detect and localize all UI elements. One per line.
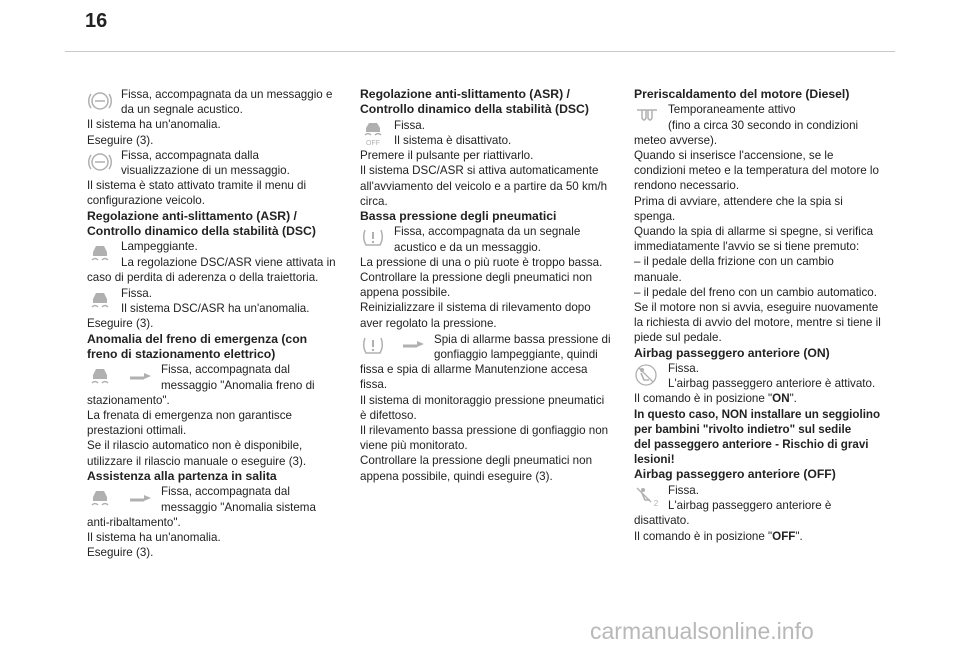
text-line: Fissa. [121,287,152,301]
warning-text: del passeggero anteriore - Rischio di gravi [634,438,869,452]
tyre-pressure-icon [360,226,386,254]
text-line: gonfiaggio lampeggiante, quindi [434,348,598,362]
text-line: manuale. [634,270,682,284]
text-line: (fino a circa 30 secondo in condizioni [668,118,859,132]
text-line: Prima di avviare, attendere che la spia si [634,194,843,208]
text-line: Se il rilascio automatico non è disponibile, [87,439,303,453]
warning-item [360,332,622,484]
section-heading: Regolazione anti-slittamento (ASR) / Controllo dinamico della stabilità (DSC) [360,87,589,117]
section-heading: Bassa pressione degli pneumatici [360,209,557,224]
text-line: appena possibile. [360,286,451,300]
skidding-car-icon [87,288,113,316]
airbag-off-icon [634,485,660,513]
section-heading: Assistenza alla partenza in salita [87,468,277,483]
text-line: Controllare la pressione degli pneumatici non [360,454,593,468]
section-heading: Regolazione anti-slittamento (ASR) / Controllo dinamico della stabilità (DSC) [87,208,316,239]
svg-text:OFF: OFF [366,139,380,146]
text-line: Spia di allarme bassa pressione di [434,332,611,346]
warning-item [634,483,896,544]
text-line: anti-ribaltamento". [87,515,181,529]
text-line: immediatamente l'avvio se si tiene premuto: [634,240,860,254]
warning-item [87,87,349,148]
text-line: Il sistema è stato attivato tramite il menu di [87,179,307,193]
text-line: disattivato. [634,514,690,528]
text-line: messaggio "Anomalia sistema [161,500,316,514]
column-1 [87,87,349,560]
warning-text: In questo caso, NON installare un seggiolino [634,407,881,421]
column-2 [360,87,622,484]
section-heading: Anomalia del freno di emergenza (con freno di stazionamento elettrico) [87,331,308,362]
text-line: la richiesta di avvio del motore, mentre si tiene il [634,316,881,330]
text-line: Fissa, accompagnata dalla [121,148,259,162]
text-line: meteo avverse). [634,133,718,147]
text-line: Quando la spia di allarme si spegne, si verifica [634,225,874,239]
text-line: Lampeggiante. [121,240,198,254]
text-line: Reinizializzare il sistema di rilevamento dopo [360,301,591,315]
skidding-car-icon [87,364,153,392]
column-3 [634,87,896,544]
text-line: prestazioni ottimali. [87,424,187,438]
warning-item [360,224,622,330]
text-line: Il sistema ha un'anomalia. [87,530,221,544]
section-heading: Airbag passeggero anteriore (OFF) [634,467,836,482]
alert-circle-icon [87,89,113,117]
text-line: viene più monitorato. [360,439,468,453]
text-line: Il sistema è disattivato. [394,134,512,148]
text-line: è difettoso. [360,408,417,422]
text-line: messaggio "Anomalia freno di [161,378,315,392]
text-line: Fissa, accompagnata dal [161,363,290,377]
text-line: circa. [360,194,388,208]
text-line: Controllare la pressione degli pneumatici non [360,271,593,285]
text-line: condizioni meteo e la temperatura del motore lo [634,164,879,178]
text-line: visualizzazione di un messaggio. [121,164,290,178]
header-rule [65,51,895,52]
text-line: Il comando è in posizione "ON". [634,392,797,406]
text-line: da un segnale acustico. [121,103,243,117]
dsc-off-icon [360,120,386,148]
text-line: aver regolato la pressione. [360,316,497,330]
text-line: Il sistema DSC/ASR ha un'anomalia. [121,302,310,316]
text-line: caso di perdita di aderenza o della traiettoria. [87,270,319,284]
tyre-pressure-icon [360,334,426,362]
text-line: appena possibile, quindi eseguire (3). [360,469,553,483]
warning-item [87,286,349,332]
warning-item [634,102,896,345]
text-line: Quando si inserisce l'accensione, se le [634,149,834,163]
text-line: Il sistema di monitoraggio pressione pneumatici [360,393,605,407]
text-line: La frenata di emergenza non garantisce [87,409,292,423]
text-line: La pressione di una o più ruote è troppo bassa. [360,255,603,269]
text-line: rendono necessario. [634,179,740,193]
text-line: – il pedale della frizione con un cambio [634,255,834,269]
warning-item [360,118,622,209]
text-line: Fissa. [668,362,699,376]
text-line: all'avviamento del veicolo e a partire da 50 km/h [360,179,608,193]
text-line: Fissa, accompagnata da un messaggio e [121,88,333,101]
warning-item [87,239,349,285]
text-line: Fissa. [394,118,425,132]
text-line: Eseguire (3). [87,317,154,331]
watermark: carmanualsonline.info [590,618,814,644]
warning-item [87,148,349,209]
text-line: Fissa. [668,483,699,497]
text-line: stazionamento". [87,393,170,407]
text-line: Eseguire (3). [87,133,154,147]
skidding-car-icon [87,486,153,514]
svg-text:2: 2 [653,498,659,508]
section-heading: Airbag passeggero anteriore (ON) [634,345,830,360]
wrench-icon [127,486,153,510]
glow-plug-icon [634,104,660,132]
text-line: configurazione veicolo. [87,194,205,208]
warning-text: per bambini "rivolto indietro" sul sedile [634,422,852,436]
text-line: Fissa, accompagnata da un segnale [394,225,581,239]
text-line: La regolazione DSC/ASR viene attivata in [121,255,336,269]
text-line: L'airbag passeggero anteriore è [668,499,832,513]
warning-item [87,362,349,468]
alert-circle-icon [87,150,113,178]
text-line: fissa. [360,378,388,392]
text-line: Il comando è in posizione "OFF". [634,529,803,543]
warning-item [87,484,349,560]
text-line: Il sistema DSC/ASR si attiva automaticamente [360,164,599,178]
skidding-car-icon [87,241,113,269]
text-line: spenga. [634,209,676,223]
wrench-icon [400,334,426,358]
airbag-on-icon [634,363,660,391]
text-line: piede sul pedale. [634,331,722,345]
text-line: Fissa, accompagnata dal [161,485,290,499]
text-line: – il pedale del freno con un cambio automatico. [634,285,877,299]
text-line: utilizzare il rilascio manuale o eseguire (3). [87,454,307,468]
text-line: Se il motore non si avvia, eseguire nuovamente [634,301,879,315]
section-heading: Preriscaldamento del motore (Diesel) [634,87,850,101]
warning-text: lesioni! [634,453,675,467]
text-line: Temporaneamente attivo [668,103,796,117]
page-number: 16 [85,10,108,32]
text-line: L'airbag passeggero anteriore è attivato. [668,377,876,391]
text-line: Il rilevamento bassa pressione di gonfiaggio non [360,424,609,438]
warning-item [634,361,896,467]
text-line: Eseguire (3). [87,546,154,560]
text-line: Il sistema ha un'anomalia. [87,118,221,132]
text-line: fissa e spia di allarme Manutenzione accesa [360,363,588,377]
text-line: acustico e da un messaggio. [394,240,541,254]
wrench-icon [127,364,153,388]
text-line: Premere il pulsante per riattivarlo. [360,149,534,163]
